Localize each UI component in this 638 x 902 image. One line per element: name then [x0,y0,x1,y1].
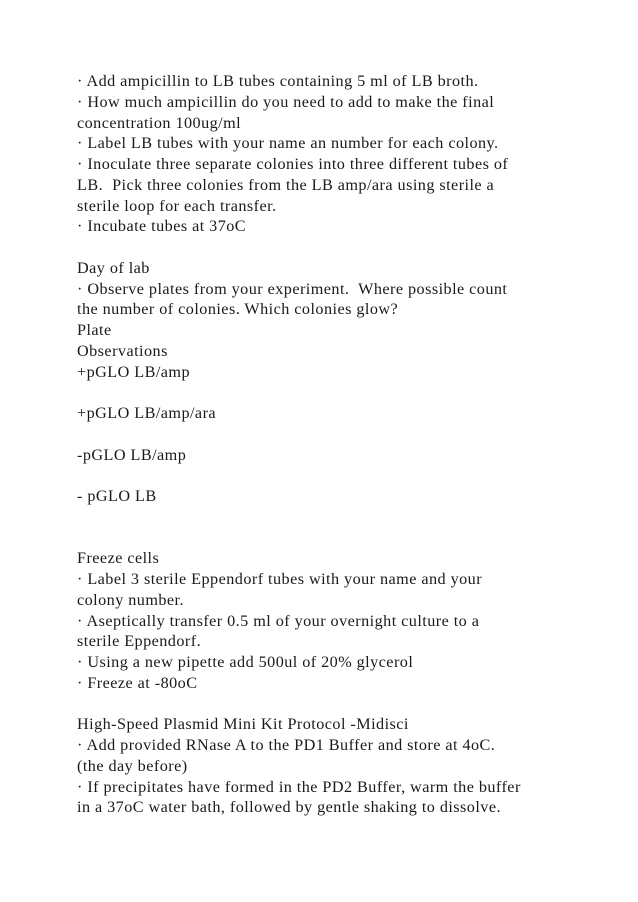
text-line: concentration 100ug/ml [77,113,242,132]
plate-row: -pGLO LB/amp [77,445,187,464]
text-line: the number of colonies. Which colonies glow? [77,300,399,319]
text-line: · Label 3 sterile Eppendorf tubes with your name and your [77,570,483,588]
table-header-observations: Observations [77,341,168,360]
text-line: · Observe plates from your experiment. Where possible count [77,279,508,298]
text-line: in a 37oC water bath, followed by gentle shaking to dissolve. [77,798,501,817]
text-line: · Inoculate three separate colonies into three different tubes of [77,155,509,173]
blank-line [77,507,622,528]
blank-line [77,424,622,445]
text-line: · If precipitates have formed in the PD2 Buffer, warm the buffer [77,777,521,796]
text-line: · Aseptically transfer 0.5 ml of your overnight culture to a [77,611,480,630]
text-line: · Add provided RNase A to the PD1 Buffer and store at 4oC. [77,736,496,754]
blank-line [77,528,622,549]
plate-row: - pGLO LB [77,487,157,505]
text-line: sterile Eppendorf. [77,632,202,651]
text-line: colony number. [77,590,185,609]
plate-row: +pGLO LB/amp [77,362,190,381]
text-line: sterile loop for each transfer. [77,196,277,215]
blank-line [77,237,622,258]
text-line: · Add ampicillin to LB tubes containing 5 ml of LB broth. [77,72,479,90]
section-heading-freeze-cells: Freeze cells [77,549,160,568]
blank-line [77,382,622,403]
text-line: · Label LB tubes with your name an number for each colony. [77,134,499,153]
text-line: · Using a new pipette add 500ul of 20% glycerol [77,653,414,671]
plate-row: +pGLO LB/amp/ara [77,404,217,422]
document-body [77,71,622,818]
text-line: (the day before) [77,756,188,775]
blank-line [77,694,622,715]
blank-line [77,465,622,486]
text-line: · Freeze at -80oC [77,673,198,692]
text-line: LB. Pick three colonies from the LB amp/ara using sterile a [77,175,495,194]
text-line: · Incubate tubes at 37oC [77,217,247,236]
section-heading-plasmid-kit: High-Speed Plasmid Mini Kit Protocol -Midisci [77,715,409,734]
table-header-plate: Plate [77,321,112,339]
text-line: · How much ampicillin do you need to add to make the final [77,92,495,111]
section-heading-day-of-lab: Day of lab [77,258,150,277]
